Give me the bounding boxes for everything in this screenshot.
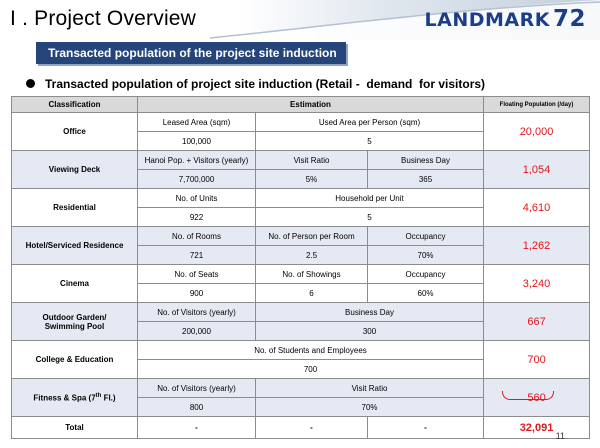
row-label-fitness-spa (12, 379, 138, 417)
table-row (12, 189, 590, 208)
office-h2: Used Area per Person (sqm) (256, 113, 484, 132)
landmark-72-logo (425, 6, 586, 32)
bullet-dot-icon (26, 79, 35, 88)
bullet-text: Transacted population of project site induction (Retail - demand for visitors) (45, 77, 486, 91)
viewing-floating-value: 1,054 (484, 151, 590, 189)
garden-h1: No. of Visitors (yearly) (138, 303, 256, 322)
row-label-hotel: Hotel/Serviced Residence (12, 227, 138, 265)
hotel-floating-value: 1,262 (484, 227, 590, 265)
cinema-v3: 60% (368, 284, 484, 303)
residential-h1: No. of Units (138, 189, 256, 208)
table-row (12, 341, 590, 360)
college-v1: 700 (138, 360, 484, 379)
cinema-v1: 900 (138, 284, 256, 303)
viewing-v2: 5% (256, 170, 368, 189)
hotel-v3: 70% (368, 246, 484, 265)
fitness-label-sup: th (95, 392, 102, 399)
fitness-label-post: Fl.) (101, 393, 116, 403)
logo-text: LANDMARK (424, 9, 550, 31)
viewing-h2: Visit Ratio (256, 151, 368, 170)
cinema-h3: Occupancy (368, 265, 484, 284)
residential-v1: 922 (138, 208, 256, 227)
total-d3: - (368, 417, 484, 439)
fitness-floating-value: 560 (484, 379, 590, 417)
table-row (12, 265, 590, 284)
fitness-label-pre: Fitness & Spa (7 (33, 393, 96, 403)
total-floating-value: 32,091 (484, 417, 590, 439)
viewing-v3: 365 (368, 170, 484, 189)
row-label-outdoor-garden (12, 303, 138, 341)
row-label-office: Office (12, 113, 138, 151)
header-floating-population: Floating Population (/day) (484, 97, 590, 113)
section-subtitle: Transacted population of the project site induction (36, 42, 346, 64)
row-label-college: College & Education (12, 341, 138, 379)
table-header-row (12, 97, 590, 113)
estimation-table (11, 96, 590, 439)
total-d2: - (256, 417, 368, 439)
office-v1: 100,000 (138, 132, 256, 151)
viewing-v1: 7,700,000 (138, 170, 256, 189)
logo-number: 72 (552, 6, 586, 32)
hotel-h2: No. of Person per Room (256, 227, 368, 246)
office-v2: 5 (256, 132, 484, 151)
college-floating-value: 700 (484, 341, 590, 379)
row-label-residential: Residential (12, 189, 138, 227)
page-number: 11 (555, 431, 565, 441)
office-floating-value: 20,000 (484, 113, 590, 151)
viewing-h3: Business Day (368, 151, 484, 170)
cinema-h2: No. of Showings (256, 265, 368, 284)
hotel-v1: 721 (138, 246, 256, 265)
fitness-v2: 70% (256, 398, 484, 417)
cinema-h1: No. of Seats (138, 265, 256, 284)
viewing-h1: Hanoi Pop. + Visitors (yearly) (138, 151, 256, 170)
fitness-h2: Visit Ratio (256, 379, 484, 398)
total-bracket-annotation (502, 391, 554, 400)
cinema-v2: 6 (256, 284, 368, 303)
hotel-h1: No. of Rooms (138, 227, 256, 246)
row-label-cinema: Cinema (12, 265, 138, 303)
fitness-h1: No. of Visitors (yearly) (138, 379, 256, 398)
row-label-viewing-deck: Viewing Deck (12, 151, 138, 189)
total-d1: - (138, 417, 256, 439)
office-h1: Leased Area (sqm) (138, 113, 256, 132)
hotel-v2: 2.5 (256, 246, 368, 265)
header-classification: Classification (12, 97, 138, 113)
cinema-floating-value: 3,240 (484, 265, 590, 303)
table-row (12, 151, 590, 170)
garden-floating-value: 667 (484, 303, 590, 341)
residential-floating-value: 4,610 (484, 189, 590, 227)
page-title: I . Project Overview (10, 7, 197, 30)
table-row (12, 303, 590, 322)
garden-label-line1: Outdoor Garden/ (42, 312, 107, 322)
table-row (12, 113, 590, 132)
fitness-v1: 800 (138, 398, 256, 417)
garden-label-line2: Swimming Pool (44, 321, 105, 331)
garden-v1: 200,000 (138, 322, 256, 341)
table-row (12, 227, 590, 246)
hotel-h3: Occupancy (368, 227, 484, 246)
college-h1: No. of Students and Employees (138, 341, 484, 360)
garden-h2: Business Day (256, 303, 484, 322)
residential-v2: 5 (256, 208, 484, 227)
bullet-heading (26, 77, 485, 91)
garden-v2: 300 (256, 322, 484, 341)
row-label-total: Total (12, 417, 138, 439)
residential-h2: Household per Unit (256, 189, 484, 208)
header-estimation: Estimation (138, 97, 484, 113)
table-row-total (12, 417, 590, 439)
